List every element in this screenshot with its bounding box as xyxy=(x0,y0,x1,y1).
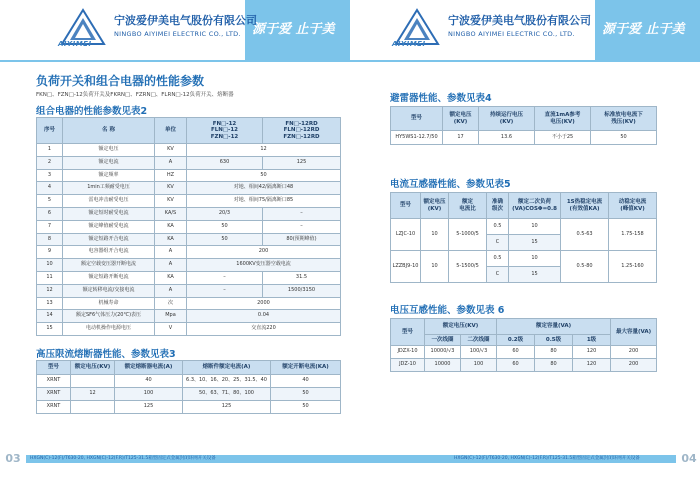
table-row xyxy=(391,359,657,372)
table5 xyxy=(390,192,657,283)
t3-cell: 125 xyxy=(183,401,271,414)
t3-header-element-current: 熔断件额定电流(A) xyxy=(183,361,271,375)
t2-cell-name: 电动机操作电源电压 xyxy=(63,323,155,336)
t5-cell: 5-1500/5 xyxy=(449,251,487,283)
t6-sub-1: 1级 xyxy=(573,335,611,346)
table-row xyxy=(37,246,341,259)
t2-cell-unit: A xyxy=(155,284,187,297)
table6 xyxy=(390,318,657,372)
t2-cell-no: 15 xyxy=(37,323,63,336)
t2-header-name: 名 称 xyxy=(63,118,155,144)
t5-header-ratio: 额定 电流比 xyxy=(449,193,487,219)
page-subtitle: FKN□、FZN□-12负荷开关及FKRN□、FZRN□、FLRN□-12负荷开关、熔断器 xyxy=(36,92,234,98)
footer-text: HXGN(C)-12(F)/T630-20, HXGN(C)-12(F.R)/T125-31.5箱型固定式金属封闭环网开关设备 xyxy=(30,456,216,461)
company-name-en: NINGBO AIYIMEI ELECTRIC CO., LTD. xyxy=(448,30,575,38)
table2-title: 组合电器的性能参数见表2 xyxy=(36,106,148,117)
t2-cell-no: 4 xyxy=(37,182,63,195)
t2-cell-name: 额定空载变压器开断电流 xyxy=(63,259,155,272)
table-row xyxy=(391,219,657,235)
t5-cell: LZZBJ9-10 xyxy=(391,251,421,283)
t2-cell-value: 1600KV变压器空载电流 xyxy=(187,259,341,272)
t2-header-fnrd: FN□-12RD FLN□-12RD FZN□-12RD xyxy=(263,118,341,144)
t6-cell: 10000/√3 xyxy=(425,346,461,359)
t2-cell-unit: KA xyxy=(155,233,187,246)
t5-cell-accuracy: 0.5 xyxy=(487,219,509,235)
t2-cell-name: 额定电流 xyxy=(63,156,155,169)
t2-cell-unit: HZ xyxy=(155,169,187,182)
t5-cell-burden: 15 xyxy=(509,267,561,283)
t3-cell: 50 xyxy=(271,401,341,414)
t2-cell-unit: KV xyxy=(155,144,187,157)
table-row xyxy=(37,388,341,401)
t6-sub-05: 0.5级 xyxy=(535,335,573,346)
t6-cell: 100 xyxy=(461,359,497,372)
t6-header-voltage: 额定电压(KV) xyxy=(425,319,497,335)
t2-cell-value-rd: – xyxy=(263,220,341,233)
header xyxy=(0,0,350,60)
t2-cell-unit: V xyxy=(155,323,187,336)
table-row xyxy=(391,251,657,267)
t5-header-dynamic: 动稳定电流 (峰值KV) xyxy=(609,193,657,219)
table-row xyxy=(391,346,657,359)
table-row xyxy=(37,323,341,336)
t2-cell-name: 额定SF6气体压力(20℃)表压 xyxy=(63,310,155,323)
t2-cell-value: 50 xyxy=(187,220,263,233)
table-row xyxy=(37,144,341,157)
t3-cell: 50 xyxy=(271,388,341,401)
t3-header-model: 型号 xyxy=(37,361,71,375)
t2-cell-unit: A xyxy=(155,156,187,169)
t2-cell-value: – xyxy=(187,284,263,297)
t5-cell: 10 xyxy=(421,251,449,283)
t4-header-voltage: 额定电压 (KV) xyxy=(443,107,479,131)
t2-cell-no: 3 xyxy=(37,169,63,182)
t5-header-thermal: 1S热稳定电流 (有效值KA) xyxy=(561,193,609,219)
table4-title: 避雷器性能、参数见表4 xyxy=(390,93,492,104)
table-row xyxy=(37,220,341,233)
t5-cell-burden: 10 xyxy=(509,219,561,235)
t3-cell: 125 xyxy=(115,401,183,414)
t6-cell: JDZX-10 xyxy=(391,346,425,359)
t2-cell-value: 200 xyxy=(187,246,341,259)
t2-cell-unit: A xyxy=(155,259,187,272)
t2-cell-name: 电容器组开合电流 xyxy=(63,246,155,259)
t3-cell: XRNT xyxy=(37,388,71,401)
t2-cell-unit: 次 xyxy=(155,297,187,310)
slogan: 源于爱 止于美 xyxy=(252,22,335,37)
t6-header-max: 最大容量(VA) xyxy=(611,319,657,346)
t6-cell: 10000 xyxy=(425,359,461,372)
t3-cell: XRNT xyxy=(37,375,71,388)
t2-cell-no: 11 xyxy=(37,271,63,284)
t6-cell: 80 xyxy=(535,346,573,359)
t2-cell-no: 10 xyxy=(37,259,63,272)
t6-cell: 200 xyxy=(611,359,657,372)
t2-cell-value: 交直流220 xyxy=(187,323,341,336)
t5-cell: 5-1000/5 xyxy=(449,219,487,251)
logo-text: AIYIMEI xyxy=(392,40,426,48)
t6-cell: 120 xyxy=(573,346,611,359)
t2-cell-no: 1 xyxy=(37,144,63,157)
table-row xyxy=(37,207,341,220)
t2-cell-unit: KA xyxy=(155,271,187,284)
t2-header-fn: FN□-12 FLN□-12 FZN□-12 xyxy=(187,118,263,144)
t4-cell: 13.6 xyxy=(479,131,535,145)
t6-cell: 100/√3 xyxy=(461,346,497,359)
t6-cell: 60 xyxy=(497,359,535,372)
table4 xyxy=(390,106,657,145)
header-right xyxy=(350,0,700,60)
t6-header-model: 型号 xyxy=(391,319,425,346)
t5-header-model: 型号 xyxy=(391,193,421,219)
table-row xyxy=(37,233,341,246)
t2-cell-no: 2 xyxy=(37,156,63,169)
t2-cell-value-rd: 1500/3150 xyxy=(263,284,341,297)
t2-cell-name: 额定短路开断电流 xyxy=(63,271,155,284)
t2-cell-value: 630 xyxy=(187,156,263,169)
table-row xyxy=(391,131,657,145)
t3-header-fuse-current: 额定熔断器电流(A) xyxy=(115,361,183,375)
table5-title: 电流互感器性能、参数见表5 xyxy=(390,179,511,190)
t6-cell: 80 xyxy=(535,359,573,372)
t2-cell-no: 13 xyxy=(37,297,63,310)
t2-cell-no: 5 xyxy=(37,195,63,208)
t3-cell: 100 xyxy=(115,388,183,401)
t5-cell: 1.25-160 xyxy=(609,251,657,283)
t2-cell-value: 50 xyxy=(187,233,263,246)
company-name-cn: 宁波爱伊美电气股份有限公司 xyxy=(114,14,257,27)
table-row xyxy=(37,310,341,323)
t5-cell: 10 xyxy=(421,219,449,251)
table3 xyxy=(36,360,341,414)
page-title: 负荷开关和组合电器的性能参数 xyxy=(36,74,205,88)
t3-header-break-current: 额定开断电流(KA) xyxy=(271,361,341,375)
t5-cell: 0.5-63 xyxy=(561,219,609,251)
t5-cell-accuracy: 0.5 xyxy=(487,251,509,267)
t5-header-voltage: 额定电压 (KV) xyxy=(421,193,449,219)
t5-cell-burden: 15 xyxy=(509,235,561,251)
t3-cell xyxy=(71,375,115,388)
t4-cell: 50 xyxy=(591,131,657,145)
t4-header-model: 型号 xyxy=(391,107,443,131)
t2-header-no: 序号 xyxy=(37,118,63,144)
page-number: 03 xyxy=(5,452,21,465)
t2-cell-name: 机械寿命 xyxy=(63,297,155,310)
t6-sub-primary: 一次线圈 xyxy=(425,335,461,346)
t5-cell: LZJC-10 xyxy=(391,219,421,251)
t2-cell-value: 12 xyxy=(187,144,341,157)
t5-cell-burden: 10 xyxy=(509,251,561,267)
t2-cell-no: 8 xyxy=(37,233,63,246)
t2-cell-name: 额定电压 xyxy=(63,144,155,157)
table-row xyxy=(37,401,341,414)
t2-cell-unit: KV xyxy=(155,182,187,195)
t6-cell: 120 xyxy=(573,359,611,372)
t2-cell-unit: KA xyxy=(155,220,187,233)
t2-cell-name: 额定转移电流/交接电流 xyxy=(63,284,155,297)
t2-cell-name: 雷电冲击耐受电压 xyxy=(63,195,155,208)
t5-header-accuracy: 准确 级次 xyxy=(487,193,509,219)
table-row xyxy=(37,169,341,182)
t2-cell-unit: A xyxy=(155,246,187,259)
right-page xyxy=(350,0,700,478)
t2-cell-no: 6 xyxy=(37,207,63,220)
table-row xyxy=(37,156,341,169)
t2-cell-value: 对地、相间75/隔离断口85 xyxy=(187,195,341,208)
t2-cell-value: – xyxy=(187,271,263,284)
logo-text: AIYIMEI xyxy=(58,40,92,48)
footer-left xyxy=(0,452,350,466)
t3-header-voltage: 额定电压(KV) xyxy=(71,361,115,375)
t2-cell-value: 2000 xyxy=(187,297,341,310)
t6-sub-secondary: 二次线圈 xyxy=(461,335,497,346)
t2-cell-name: 额定频率 xyxy=(63,169,155,182)
page-number: 04 xyxy=(681,452,697,465)
t4-cell: 17 xyxy=(443,131,479,145)
table-row xyxy=(37,375,341,388)
t5-cell: 1.75-158 xyxy=(609,219,657,251)
t3-cell: 40 xyxy=(271,375,341,388)
table3-title: 高压限流熔断器性能、参数见表3 xyxy=(36,349,176,360)
table-row xyxy=(37,271,341,284)
t5-cell: 0.5-80 xyxy=(561,251,609,283)
t2-cell-no: 7 xyxy=(37,220,63,233)
t2-cell-value: 0.04 xyxy=(187,310,341,323)
table-row xyxy=(37,195,341,208)
t6-cell: 200 xyxy=(611,346,657,359)
table-row xyxy=(37,297,341,310)
table2 xyxy=(36,117,341,336)
t6-cell: JDZ-10 xyxy=(391,359,425,372)
t2-cell-unit: KA/S xyxy=(155,207,187,220)
t3-cell: 6.3、10、16、20、25、31.5、40 xyxy=(183,375,271,388)
t4-header-residual: 标准放电电流下 残压(KV) xyxy=(591,107,657,131)
t4-header-continuous: 持续运行电压 (KV) xyxy=(479,107,535,131)
footer-right xyxy=(350,452,700,466)
t3-cell xyxy=(71,401,115,414)
t5-cell-accuracy: C xyxy=(487,235,509,251)
slogan: 源于爱 止于美 xyxy=(602,22,685,37)
table-row xyxy=(37,284,341,297)
t2-cell-value-rd: – xyxy=(263,207,341,220)
t2-cell-value-rd: 80(预期峰值) xyxy=(263,233,341,246)
t2-cell-name: 额定短时耐受电流 xyxy=(63,207,155,220)
t5-cell-accuracy: C xyxy=(487,267,509,283)
t4-cell: 不小于25 xyxy=(535,131,591,145)
t2-cell-unit: Mpa xyxy=(155,310,187,323)
company-name-en: NINGBO AIYIMEI ELECTRIC CO., LTD. xyxy=(114,30,241,38)
t2-cell-name: 额定峰值耐受电流 xyxy=(63,220,155,233)
t2-cell-name: 额定短路开合电流 xyxy=(63,233,155,246)
t2-cell-value-rd: 31.5 xyxy=(263,271,341,284)
t6-header-capacity: 额定容量(VA) xyxy=(497,319,611,335)
t6-cell: 60 xyxy=(497,346,535,359)
t3-cell: 12 xyxy=(71,388,115,401)
table6-title: 电压互感性能、参数见表 6 xyxy=(390,305,505,316)
t2-cell-unit: KV xyxy=(155,195,187,208)
company-name-cn: 宁波爱伊美电气股份有限公司 xyxy=(448,14,591,27)
t4-header-reference: 直流1mA参考 电压(KV) xyxy=(535,107,591,131)
t5-header-burden: 额定二次负荷 (VA)COSΦ=0.8 xyxy=(509,193,561,219)
t2-header-unit: 单位 xyxy=(155,118,187,144)
table-row xyxy=(37,182,341,195)
t2-cell-value: 对地、相间42/隔离断口48 xyxy=(187,182,341,195)
t2-cell-value: 50 xyxy=(187,169,341,182)
t2-cell-value: 20/3 xyxy=(187,207,263,220)
t2-cell-no: 9 xyxy=(37,246,63,259)
t6-sub-02: 0.2级 xyxy=(497,335,535,346)
footer-text: HXGN(C)-12(F)/T630-20, HXGN(C)-12(F.R)/T125-31.5箱型固定式金属封闭环网开关设备 xyxy=(454,456,640,461)
t4-cell: HY5WS1-12.7/50 xyxy=(391,131,443,145)
t2-cell-value-rd: 125 xyxy=(263,156,341,169)
t2-cell-no: 14 xyxy=(37,310,63,323)
t2-cell-no: 12 xyxy=(37,284,63,297)
t3-cell: XRNT xyxy=(37,401,71,414)
t3-cell: 50、63、71、80、100 xyxy=(183,388,271,401)
t2-cell-name: 1min工频耐受电压 xyxy=(63,182,155,195)
t3-cell: 40 xyxy=(115,375,183,388)
table-row xyxy=(37,259,341,272)
